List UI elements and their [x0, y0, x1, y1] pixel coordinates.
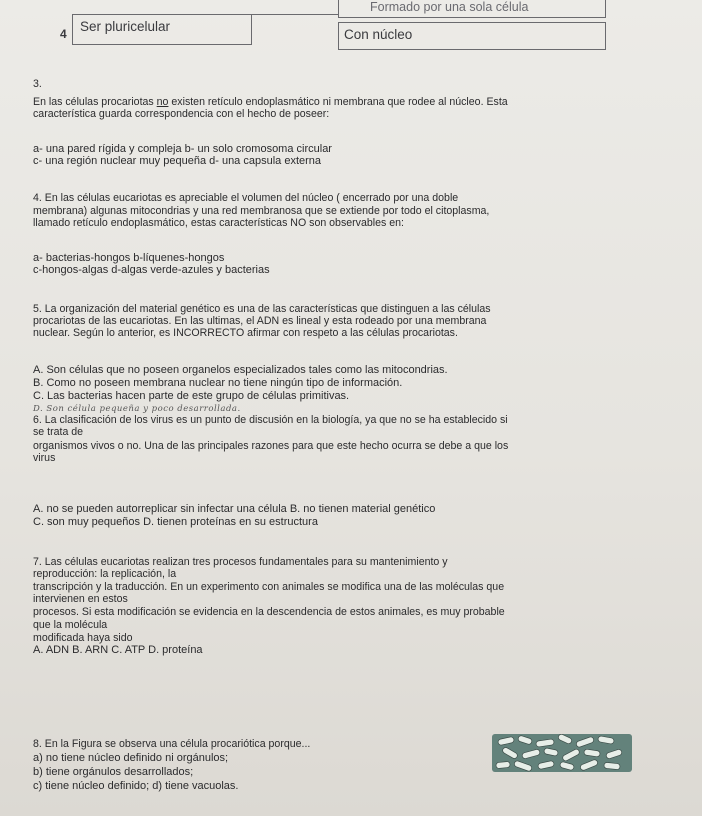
q6-stem-line-3: organismos vivos o no. Una de las principales razones para que este hecho ocurra se debe a que los: [33, 440, 509, 452]
q6-stem-line-2: se trata de: [33, 426, 84, 438]
q7-stem-line-7: modificada haya sido: [33, 632, 133, 644]
table-left-text: Ser pluricelular: [80, 19, 171, 34]
q6-stem-line-1: 6. La clasificación de los virus es un punto de discusión en la biología, ya que no se ha establecido si: [33, 414, 508, 426]
table-top-right-text: Formado por una sola célula: [370, 0, 529, 14]
q4-option-ab: a- bacterias-hongos b-líquenes-hongos: [33, 252, 225, 264]
q5-option-b: B. Como no poseen membrana nuclear no tiene ningún tipo de información.: [33, 377, 403, 389]
q5-option-c: C. Las bacterias hacen parte de este grupo de células primitivas.: [33, 390, 350, 402]
q7-stem-line-2: reproducción: la replicación, la: [33, 568, 177, 580]
table-row-number: 4: [60, 27, 67, 41]
q3-option-cd: c- una región nuclear muy pequeña d- una capsula externa: [33, 155, 322, 167]
table-right-text: Con núcleo: [344, 27, 413, 42]
q6-option-cd: C. son muy pequeños D. tienen proteínas en su estructura: [33, 516, 318, 528]
q8-option-b: b) tiene orgánulos desarrollados;: [33, 766, 194, 778]
q5-option-d-handwritten: D. Son célula pequeña y poco desarrollada.: [33, 404, 241, 414]
q5-stem-line-2: procariotas de las eucariotas. En las ultimas, el ADN es lineal y esta rodeado por una membrana: [33, 315, 487, 327]
q5-option-a: A. Son células que no poseen organelos especializados tales como las mitocondrias.: [33, 364, 448, 376]
q5-stem-line-3: nuclear. Según lo anterior, es INCORRECTO afirmar con respeto a las células procariotas.: [33, 327, 458, 339]
q3-stem-post: existen retículo endoplasmático ni membrana que rodee al núcleo. Esta: [168, 96, 508, 108]
q8-option-a: a) no tiene núcleo definido ni orgánulos;: [33, 752, 229, 764]
q8-option-cd: c) tiene núcleo definido; d) tiene vacuolas.: [33, 780, 239, 792]
q3-option-ab: a- una pared rígida y compleja b- un solo cromosoma circular: [33, 143, 332, 155]
q7-stem-line-4: intervienen en estos: [33, 593, 128, 605]
q7-stem-line-5: procesos. Si esta modificación se evidencia en la descendencia de estos animales, es muy probable: [33, 606, 505, 618]
q4-stem-line-1: 4. En las células eucariotas es apreciable el volumen del núcleo ( encerrado por una doble: [33, 192, 459, 204]
q3-stem-no: no: [156, 96, 169, 108]
q7-stem-line-3: transcripción y la traducción. En un experimento con animales se modifica una de las moléculas que: [33, 581, 505, 593]
table-rule: [252, 14, 338, 15]
q4-stem-line-3: llamado retículo endoplasmático, estas características NO son observables en:: [33, 217, 404, 229]
q7-stem-line-1: 7. Las células eucariotas realizan tres procesos fundamentales para su mantenimiento y: [33, 556, 448, 568]
q7-options: A. ADN B. ARN C. ATP D. proteína: [33, 644, 203, 656]
q3-stem-pre: En las células procariotas: [33, 96, 157, 108]
prokaryotic-cells-figure: [492, 734, 632, 772]
q3-stem-line-2: característica guarda correspondencia con el hecho de poseer:: [33, 108, 330, 120]
q5-stem-line-1: 5. La organización del material genético es una de las características que distinguen a las células: [33, 303, 491, 315]
q6-option-ab: A. no se pueden autorreplicar sin infectar una célula B. no tienen material genético: [33, 503, 436, 515]
q4-stem-line-2: membrana) algunas mitocondrias y una red membranosa que se extiende por todo el citoplasma,: [33, 205, 490, 217]
q7-stem-line-6: que la molécula: [33, 619, 108, 631]
q3-number: 3.: [33, 78, 42, 90]
q6-stem-line-4: virus: [33, 452, 56, 464]
q8-stem: 8. En la Figura se observa una célula procariótica porque...: [33, 738, 311, 750]
q4-option-cd: c-hongos-algas d-algas verde-azules y bacterias: [33, 264, 270, 276]
